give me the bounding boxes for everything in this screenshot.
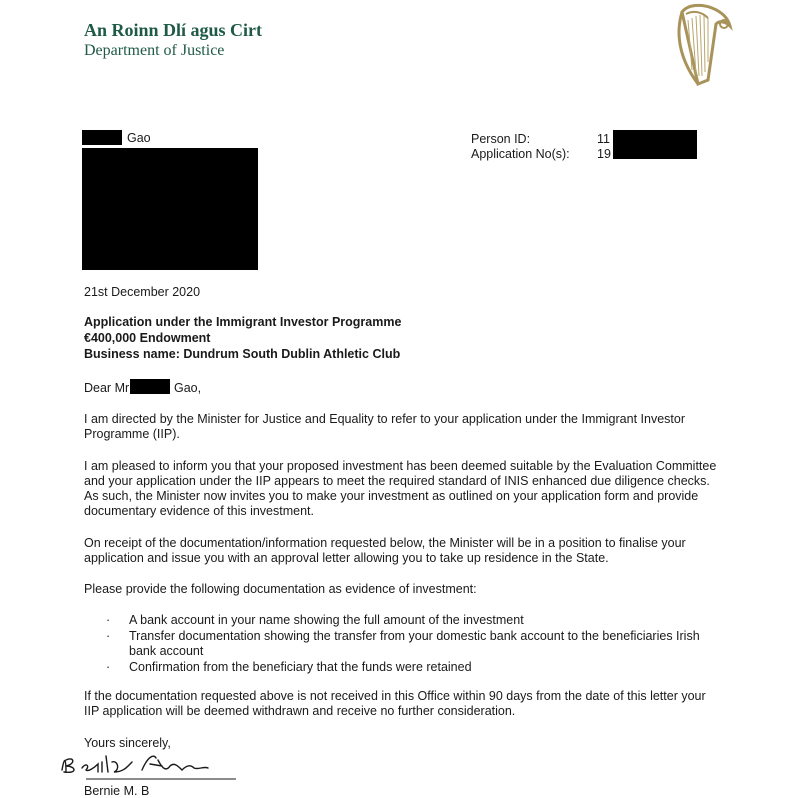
paragraph-documentation-request: Please provide the following documentation as evidence of investment: — [84, 582, 477, 596]
bullet-icon: · — [106, 629, 111, 643]
department-name-english: Department of Justice — [84, 42, 225, 59]
salutation-prefix: Dear Mr — [84, 381, 130, 395]
person-id-label: Person ID: — [471, 132, 531, 146]
signatory-name: Bernie M. B — [84, 784, 150, 798]
department-name-irish: An Roinn Dlí agus Cirt — [84, 20, 263, 40]
subject-line-programme: Application under the Immigrant Investor Programme — [84, 315, 402, 329]
subject-line-endowment: €400,000 Endowment — [84, 331, 211, 345]
paragraph-deadline: If the documentation requested above is not received in this Office within 90 days from the date of this letter your IIP application will be deemed withdrawn and receive no further consideration. — [84, 689, 706, 718]
bullet-icon: · — [106, 660, 111, 674]
redacted-first-name — [82, 130, 122, 145]
handwritten-signature-icon — [58, 748, 258, 782]
redacted-person-id — [613, 130, 697, 145]
redacted-address-block — [82, 148, 258, 270]
application-number-value: 19 — [597, 147, 611, 161]
redacted-salutation-name — [130, 379, 170, 394]
list-item — [84, 660, 704, 675]
person-id-value: 11 — [597, 132, 610, 146]
paragraph-approval: I am pleased to inform you that your proposed investment has been deemed suitable by the Evaluation Committee and your application under the IIP appears to meet the required standard of INIS enhanced due diligence checks. As such, the Minister now invites you to make your investment as outlined on your application form and provide documentary evidence of this investment. — [84, 459, 717, 518]
documentation-list — [84, 613, 704, 676]
harp-crest-icon — [668, 2, 736, 88]
redacted-application-number — [613, 145, 697, 159]
list-item-text: Transfer documentation showing the transfer from your domestic bank account to the beneficiaries Irish bank account — [129, 629, 700, 658]
bullet-icon: · — [106, 613, 111, 627]
list-item-text: Confirmation from the beneficiary that the funds were retained — [129, 660, 472, 674]
paragraph-intro: I am directed by the Minister for Justice and Equality to refer to your application under the Immigrant Investor Programme (IIP). — [84, 412, 685, 441]
subject-line-business: Business name: Dundrum South Dublin Athletic Club — [84, 347, 401, 361]
recipient-surname: Gao — [127, 131, 151, 145]
salutation-suffix: Gao, — [174, 381, 202, 395]
letter-date: 21st December 2020 — [84, 285, 201, 299]
paragraph-next-steps: On receipt of the documentation/information requested below, the Minister will be in a position to finalise your application and issue you with an approval letter allowing you to take up residence in the State. — [84, 536, 686, 565]
list-item — [84, 629, 704, 659]
closing: Yours sincerely, — [84, 736, 171, 750]
application-number-label: Application No(s): — [471, 147, 570, 161]
list-item — [84, 613, 704, 628]
list-item-text: A bank account in your name showing the full amount of the investment — [129, 613, 524, 627]
